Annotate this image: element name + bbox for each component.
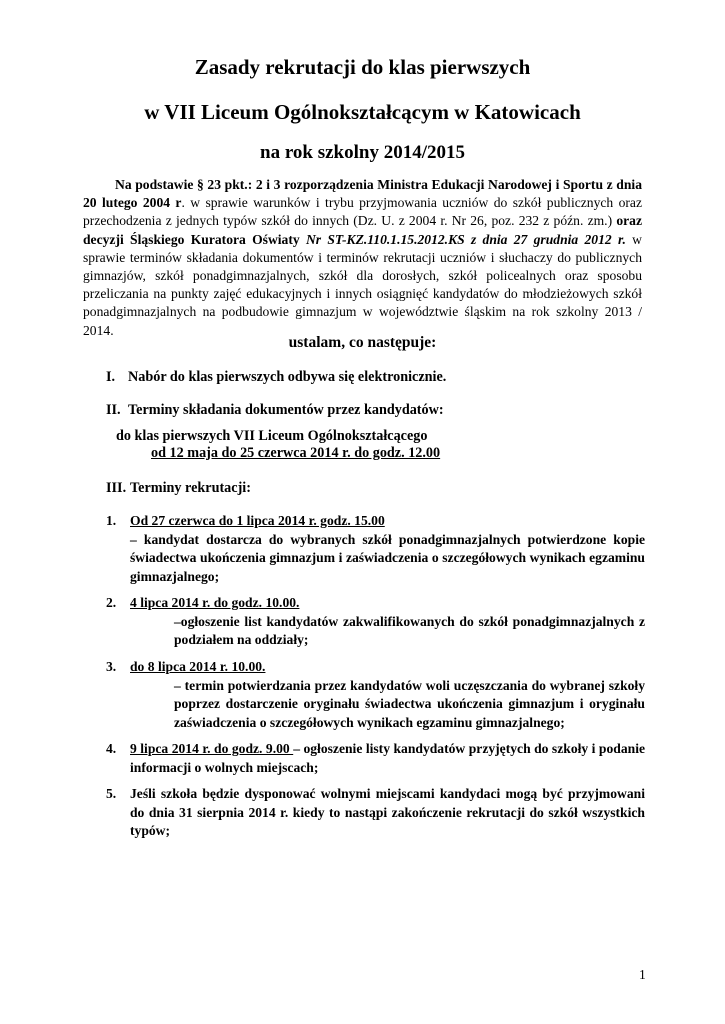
list-item [106,740,645,777]
section-3 [106,479,251,497]
title-line-2: w VII Liceum Ogólnokształcącym w Katowicach [144,100,581,124]
list-item-text: –ogłoszenie list kandydatów zakwalifikowanych do szkół ponadgimnazjalnych z podziałem na oddziały; [174,613,645,648]
section-2-number: II. [106,402,121,418]
list-item-date: Od 27 czerwca do 1 lipca 2014 r. godz. 15.00 [130,513,385,528]
list-item-number: 4. [106,741,117,756]
section-1 [106,368,446,386]
page-number: 1 [639,967,646,982]
list-item-number: 1. [106,513,117,528]
list-item [106,512,645,586]
list-item-date: 9 lipca 2014 r. do godz. 9.00 [130,741,294,756]
list-item-text: – termin potwierdzania przez kandydatów woli uczęszczania do wybranej szkoły poprzez dostarczenie oryginału świadectwa ukończenia gimnazjum i oryginału zaświadczenia o szczegółowych wynikach egzaminu gimnazjalnego; [174,677,645,730]
section-2-text: Terminy składania dokumentów przez kandydatów: [128,402,444,418]
intro-decision-number: Nr ST-KZ.110.1.15.2012.KS z dnia 27 grudnia 2012 r. [305,231,626,247]
list-item [106,594,645,650]
list-item [106,658,645,732]
title-line-3: na rok szkolny 2014/2015 [260,142,465,163]
list-item-date: do 8 lipca 2014 r. 10.00. [130,659,266,674]
section-1-text: Nabór do klas pierwszych odbywa się elektronicznie. [128,369,447,385]
section-2-date: od 12 maja do 25 czerwca 2014 r. do godz. 12.00 [151,445,441,461]
section-1-number: I. [106,369,116,385]
list-item-number: 3. [106,659,117,674]
section-3-text: Terminy rekrutacji: [130,480,251,496]
list-item-text: – ogłoszenie listy kandydatów przyjętych do szkoły i podanie informacji o wolnych miejscach; [130,741,645,775]
ustalam-heading: ustalam, co następuje: [288,334,437,351]
intro-decision: oraz decyzji Śląskiego Kuratora Oświaty [83,213,642,247]
list-item-number: 5. [106,786,117,801]
intro-legal-basis: Na podstawie § 23 pkt.: 2 i 3 rozporządzenia Ministra Edukacji Narodowej i Sportu z dnia 20 lutego 2004 r [83,177,642,211]
list-item-text: Jeśli szkoła będzie dysponować wolnymi miejscami kandydaci mogą być przyjmowani do dnia 31 sierpnia 2014 r. kiedy to nastąpi zakończenie rekrutacji do szkół wszystkich typów; [130,786,645,839]
intro-text-1: . w sprawie warunków i trybu przyjmowania uczniów do szkół publicznych oraz przechodzenia z jednych typów szkół do innych (Dz. U. z 2004 r. Nr 26, poz. 232 z późn. zm.) [83,195,642,229]
list-item-text: – kandydat dostarcza do wybranych szkół ponadgimnazjalnych potwierdzone kopie świadectwa ukończenia gimnazjum i zaświadczenia o szczegółowych wynikach egzaminu gimnazjalnego; [130,531,645,584]
section-2 [106,401,444,419]
list-item [106,785,645,841]
section-3-number: III. [106,480,127,496]
intro-text-2: w sprawie terminów składania dokumentów i terminów rekrutacji uczniów i słuchaczy do publicznych gimnazjów, szkół ponadgimnazjalnych, szkół dla dorosłych, szkół policealnych oraz sposobu przeliczania na punkty zajęć edukacyjnych i innych osiągnięć kandydatów do młodzieżowych szkół ponadgimnazjalnych na podbudowie gimnazjum w województwie śląskim na rok szkolny 2013 / 2014. [83,231,643,338]
list-item-number: 2. [106,595,117,610]
list-item-date: 4 lipca 2014 r. do godz. 10.00. [130,595,300,610]
intro-paragraph [83,176,642,340]
section-2-detail: do klas pierwszych VII Liceum Ogólnokształcącego [116,428,428,444]
title-line-1: Zasady rekrutacji do klas pierwszych [194,55,531,79]
